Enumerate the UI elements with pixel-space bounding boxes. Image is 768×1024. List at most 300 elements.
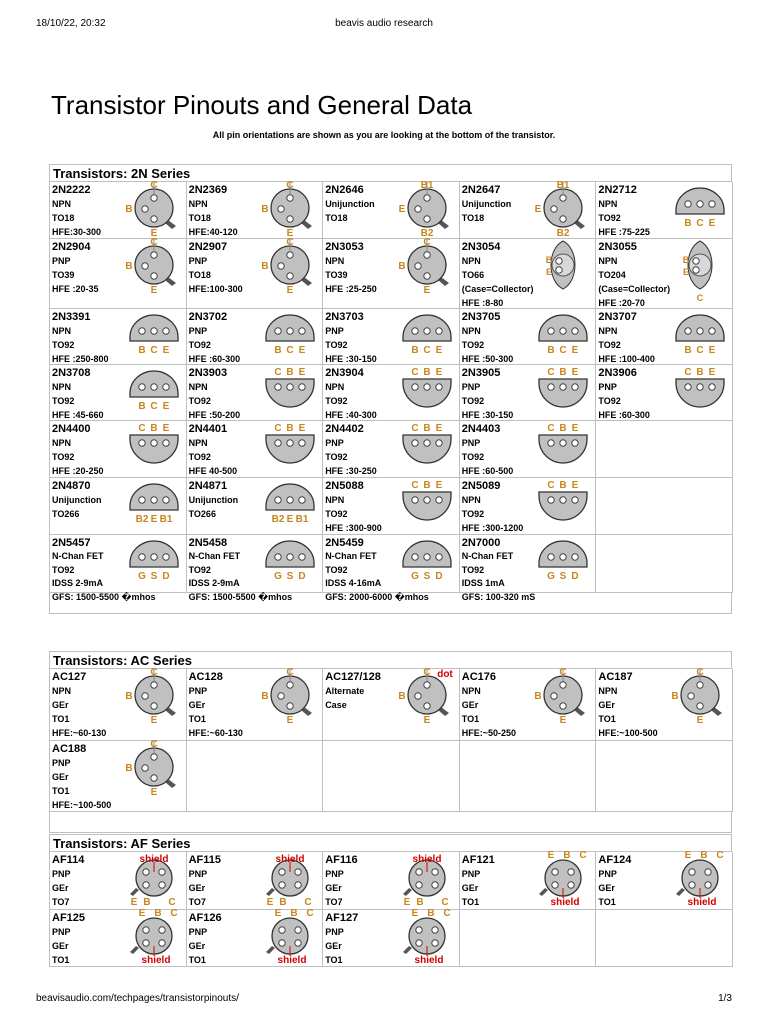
- pinout-diagram: [670, 363, 730, 425]
- pin-label-left: B: [534, 691, 542, 702]
- pin-label-right: B1: [295, 514, 309, 525]
- transistor-spec: PNP: [188, 686, 208, 696]
- transistor-spec: TO92: [461, 564, 485, 575]
- transistor-spec: IDSS 1mA: [461, 578, 505, 588]
- transistor-cell: [50, 309, 187, 365]
- transistor-spec: HFE :20-70: [598, 298, 645, 308]
- transistor-spec: HFE:~100-500: [598, 728, 658, 738]
- transistor-name: 2N2646: [325, 184, 364, 196]
- pin-label-e: E: [138, 908, 145, 919]
- transistor-cell: [187, 309, 324, 365]
- pinout-diagram: [533, 237, 593, 299]
- transistor-spec: TO92: [598, 213, 621, 223]
- transistor-spec: TO92: [325, 340, 348, 350]
- pin-label-bottom: E: [286, 228, 294, 239]
- transistor-spec: GEr: [188, 700, 206, 710]
- transistor-spec: TO92: [188, 340, 211, 350]
- transistor-spec: HFE 40-500: [188, 466, 238, 476]
- transistor-spec: TO92: [598, 396, 621, 406]
- pin-label-left: B: [124, 204, 133, 215]
- pin-label-collector: C: [696, 293, 704, 303]
- pinout-diagram: [397, 850, 457, 912]
- transistor-spec: N-Chan FET: [461, 551, 514, 561]
- transistor-cell: [50, 741, 187, 812]
- transistor-spec: NPN: [52, 199, 72, 209]
- pin-label-bottom: E: [696, 715, 704, 726]
- transistor-spec: TO7: [188, 897, 206, 907]
- transistor-spec: HFE :60-300: [598, 410, 650, 420]
- transistor-name: 2N3053: [325, 241, 364, 253]
- transistor-spec: PNP: [188, 256, 208, 266]
- transistor-spec: NPN: [461, 495, 481, 505]
- page-number: 1/3: [718, 993, 732, 1004]
- transistor-spec: TO18: [188, 270, 211, 280]
- pin-label-bottom: B2: [556, 228, 570, 239]
- transistor-spec: GFS: 1500-5500 �mhos: [52, 591, 156, 602]
- transistor-spec: PNP: [188, 326, 208, 336]
- transistor-spec: TO7: [325, 897, 343, 907]
- transistor-spec: TO92: [461, 396, 485, 406]
- pin-label-right: E: [435, 345, 443, 356]
- transistor-name: AC128: [188, 671, 223, 683]
- pin-label-right: E: [298, 345, 306, 356]
- transistor-spec: NPN: [461, 326, 481, 336]
- transistor-spec: HFE :50-200: [188, 410, 241, 420]
- pin-label-middle: B: [286, 367, 294, 378]
- transistor-name: 2N4871: [188, 480, 228, 492]
- pinout-diagram: [124, 908, 184, 970]
- transistor-spec: HFE:~50-250: [461, 728, 517, 738]
- pin-label-left: G: [547, 571, 556, 582]
- pin-label-left: C: [684, 367, 692, 378]
- transistor-cell: [50, 421, 187, 478]
- pinout-diagram: [124, 363, 184, 425]
- transistor-name: AF115: [188, 854, 222, 866]
- transistor-name: 2N7000: [461, 537, 501, 549]
- transistor-cell: [460, 669, 597, 741]
- pinout-diagram: [397, 363, 457, 425]
- transistor-spec: NPN: [188, 382, 208, 392]
- pin-label-e: E: [130, 897, 137, 908]
- pin-label-b: B: [279, 897, 287, 908]
- pin-label-c: C: [441, 897, 449, 908]
- transistor-cell: [323, 182, 460, 239]
- transistor-spec: TO92: [188, 452, 211, 462]
- transistor-cell: [323, 309, 460, 365]
- pin-label-c: C: [304, 897, 312, 908]
- pin-label-e: E: [684, 850, 692, 861]
- pin-label-left: C: [274, 367, 282, 378]
- transistor-spec: TO92: [461, 509, 485, 519]
- transistor-name: AF127: [325, 912, 359, 924]
- pin-label-e: E: [403, 897, 411, 908]
- transistor-cell: [323, 478, 460, 535]
- print-header: [36, 18, 732, 30]
- transistor-cell: [596, 182, 733, 239]
- pin-label-right: B1: [159, 514, 172, 525]
- transistor-spec: HFE :20-250: [52, 466, 104, 476]
- transistor-spec: HFE:30-300: [52, 227, 102, 237]
- transistor-spec: TO1: [598, 714, 616, 724]
- pin-label-left: C: [411, 480, 419, 491]
- transistor-spec: TO204: [598, 270, 626, 280]
- section-title: Transistors: 2N Series: [50, 165, 732, 182]
- pin-label-top: B1: [556, 180, 570, 191]
- transistor-cell: [460, 421, 597, 478]
- transistor-cell: [187, 365, 324, 421]
- pinout-diagram: [533, 307, 593, 369]
- pin-label-left: B: [137, 345, 146, 356]
- transistor-name: AC127: [52, 671, 87, 683]
- transistor-name: 2N3708: [52, 367, 91, 379]
- transistor-spec: GEr: [461, 700, 479, 710]
- transistor-spec: TO18: [325, 213, 348, 223]
- transistor-spec: HFE :50-300: [461, 354, 514, 364]
- transistor-spec: PNP: [52, 927, 71, 937]
- pin-label-middle: B: [149, 423, 158, 434]
- transistor-name: 2N5459: [325, 537, 364, 549]
- transistor-spec: IDSS 2-9mA: [52, 578, 104, 588]
- pin-label-bottom: E: [560, 715, 567, 726]
- transistor-spec: HFE :300-900: [325, 523, 382, 533]
- transistor-name: 2N3903: [188, 367, 228, 379]
- pin-label-e: E: [411, 908, 419, 919]
- transistor-spec: HFE :30-250: [325, 466, 377, 476]
- pinout-diagram: [397, 476, 457, 538]
- section-title: Transistors: AF Series: [50, 835, 732, 852]
- pin-label-top: C: [286, 237, 294, 248]
- transistor-cell: [323, 669, 460, 741]
- transistor-name: AC176: [461, 671, 497, 683]
- transistor-spec: Unijunction: [52, 495, 102, 505]
- section-title: Transistors: AC Series: [50, 652, 732, 669]
- transistor-spec: PNP: [52, 869, 71, 879]
- pin-label-middle: C: [696, 345, 704, 356]
- transistor-spec: NPN: [598, 686, 618, 696]
- pinout-diagram: [533, 476, 593, 538]
- pin-label-bottom: E: [150, 787, 157, 798]
- pin-label-middle: B: [559, 367, 567, 378]
- transistor-spec: NPN: [598, 326, 618, 336]
- pinout-diagram: [533, 419, 593, 481]
- transistor-cell: [460, 852, 597, 910]
- transistor-spec: TO92: [325, 396, 348, 406]
- transistor-cell: [187, 421, 324, 478]
- pinout-diagram: [260, 476, 320, 538]
- transistor-cell: [187, 478, 324, 535]
- pinout-diagram: [670, 307, 730, 369]
- pinout-diagram: [397, 533, 457, 595]
- transistor-cell: [187, 535, 324, 602]
- transistor-cell: [187, 910, 324, 967]
- pin-label-left: B: [684, 345, 692, 356]
- pinout-diagram: [124, 739, 184, 801]
- transistor-spec: PNP: [52, 758, 71, 768]
- transistor-cell: [50, 182, 187, 239]
- pinout-diagram: [670, 237, 730, 303]
- transistor-cell: [50, 365, 187, 421]
- transistor-spec: TO92: [461, 452, 485, 462]
- transistor-spec: IDSS 4-16mA: [325, 578, 382, 588]
- transistor-name: 2N4403: [461, 423, 501, 435]
- transistor-name: 2N2647: [461, 184, 501, 196]
- pinout-diagram: [670, 850, 730, 912]
- pinout-diagram: [397, 307, 457, 369]
- transistor-cell: [596, 239, 733, 309]
- transistor-spec: HFE :60-500: [461, 466, 514, 476]
- pinout-diagram: [670, 180, 730, 242]
- pin-label-base: B: [546, 255, 553, 265]
- pinout-diagram: [260, 533, 320, 595]
- pin-label-bottom: E: [423, 285, 431, 296]
- transistor-spec: TO39: [52, 270, 75, 280]
- transistor-spec: TO1: [52, 955, 70, 965]
- transistor-spec: HFE :30-150: [325, 354, 377, 364]
- pin-label-e: E: [274, 908, 282, 919]
- transistor-cell: [323, 910, 460, 967]
- page-title: Transistor Pinouts and General Data: [51, 90, 473, 120]
- pin-label-middle: C: [149, 345, 158, 356]
- pinout-diagram: [533, 180, 593, 242]
- pin-label-left: B: [547, 345, 555, 356]
- empty-cell: [323, 741, 460, 812]
- transistor-name: 2N4870: [52, 480, 91, 492]
- transistor-name: 2N3705: [461, 311, 501, 323]
- pin-label-b: B: [290, 908, 298, 919]
- pin-label-middle: E: [150, 514, 157, 525]
- transistor-name: 2N2222: [52, 184, 91, 196]
- pin-label-left: B: [411, 345, 419, 356]
- pin-label-top: C: [149, 739, 158, 750]
- transistor-cell: [596, 669, 733, 741]
- pin-label-left: B: [671, 691, 679, 702]
- transistor-name: AC127/128: [325, 671, 381, 683]
- transistor-spec: GEr: [188, 941, 206, 951]
- transistor-spec: TO92: [598, 340, 621, 350]
- pin-label-right: E: [162, 401, 169, 412]
- transistor-spec: (Case=Collector): [598, 284, 671, 294]
- empty-cell: [596, 421, 733, 478]
- pin-label-bottom: E: [150, 228, 157, 239]
- pin-label-top: C: [149, 180, 158, 191]
- transistor-spec: GEr: [461, 883, 479, 893]
- transistor-name: 2N3707: [598, 311, 637, 323]
- transistor-spec: GEr: [52, 941, 69, 951]
- transistor-spec: HFE :25-250: [325, 284, 377, 294]
- pin-label-left: B: [684, 218, 692, 229]
- transistor-spec: GEr: [52, 700, 69, 710]
- transistor-spec: PNP: [52, 256, 71, 266]
- pin-label-top: C: [149, 667, 158, 678]
- pin-label-left: C: [547, 423, 555, 434]
- pin-label-bottom: B2: [420, 228, 434, 239]
- transistor-cell: [460, 365, 597, 421]
- pinout-diagram: [533, 363, 593, 425]
- transistor-cell: [323, 852, 460, 910]
- transistor-spec: TO1: [461, 897, 480, 907]
- transistor-cell: [50, 852, 187, 910]
- transistor-spec: TO92: [188, 396, 211, 406]
- transistor-spec: TO92: [325, 564, 348, 575]
- transistor-spec: TO18: [52, 213, 75, 223]
- transistor-cell: [596, 309, 733, 365]
- transistor-name: 2N3906: [598, 367, 637, 379]
- empty-cell: [460, 910, 597, 967]
- transistor-spec: N-Chan FET: [52, 551, 104, 561]
- pin-label-left: C: [547, 367, 555, 378]
- pin-label-right: E: [572, 423, 579, 434]
- transistor-spec: TO18: [461, 213, 485, 223]
- transistor-spec: GEr: [325, 883, 342, 893]
- pin-label-middle: B: [286, 423, 294, 434]
- transistor-spec: TO7: [52, 897, 70, 907]
- transistor-name: AC188: [52, 743, 87, 755]
- pinout-diagram: [533, 533, 593, 595]
- pin-label-left: G: [410, 571, 419, 582]
- transistor-spec: PNP: [188, 927, 208, 937]
- transistor-spec: IDSS 2-9mA: [188, 578, 240, 588]
- pin-label-top: C: [559, 667, 567, 678]
- transistor-cell: [323, 365, 460, 421]
- pinout-diagram: [533, 850, 593, 912]
- transistor-cell: [50, 535, 187, 602]
- pin-label-middle: S: [150, 571, 157, 582]
- transistor-name: 2N5458: [188, 537, 228, 549]
- pinout-diagram: [124, 476, 184, 538]
- pin-label-right: E: [572, 345, 579, 356]
- pinout-diagram: [670, 667, 730, 729]
- empty-cell: [596, 741, 733, 812]
- pin-label-c: C: [306, 908, 314, 919]
- pin-label-middle: E: [286, 514, 294, 525]
- transistor-name: AF126: [188, 912, 222, 924]
- transistor-name: 2N2369: [188, 184, 228, 196]
- pin-label-middle: C: [696, 218, 704, 229]
- pin-label-c: C: [169, 908, 178, 919]
- transistor-cell: [50, 910, 187, 967]
- pin-label-middle: C: [559, 345, 567, 356]
- transistor-spec: TO39: [325, 270, 348, 280]
- transistor-spec: Alternate: [325, 686, 365, 696]
- pin-label-bottom: E: [423, 715, 431, 726]
- pin-label-middle: S: [286, 571, 294, 582]
- transistor-spec: TO1: [461, 714, 480, 724]
- pinout-diagram: [260, 237, 320, 299]
- transistor-spec: PNP: [598, 869, 617, 879]
- transistor-spec: PNP: [461, 438, 481, 448]
- transistor-cell: [323, 239, 460, 309]
- transistor-spec: NPN: [325, 382, 345, 392]
- pin-label-bottom: E: [150, 715, 157, 726]
- pin-label-left: B2: [271, 514, 285, 525]
- pin-label-top: C: [149, 237, 158, 248]
- page-url: beavisaudio.com/techpages/transistorpinouts/: [36, 993, 239, 1004]
- section-spacer: [50, 812, 732, 833]
- pin-label-middle: B: [423, 423, 431, 434]
- shield-label: shield: [412, 854, 442, 865]
- transistor-spec: GFS: 1500-5500 �mhos: [188, 591, 293, 602]
- transistor-cell: [50, 239, 187, 309]
- transistor-cell: [596, 365, 733, 421]
- shield-label: shield: [277, 955, 307, 966]
- transistor-name: 2N5088: [325, 480, 364, 492]
- transistor-spec: TO92: [325, 509, 348, 519]
- pinout-diagram: [124, 419, 184, 481]
- pin-label-emitter: E: [682, 267, 689, 277]
- pin-label-middle: S: [560, 571, 567, 582]
- transistor-spec: NPN: [598, 199, 618, 209]
- pin-label-c: C: [167, 897, 176, 908]
- transistor-name: AF116: [325, 854, 358, 866]
- transistor-name: 2N2904: [52, 241, 91, 253]
- pinout-diagram: [397, 237, 457, 299]
- pin-label-e: E: [266, 897, 274, 908]
- pinout-diagram: [260, 667, 320, 729]
- pin-label-right: D: [571, 571, 579, 582]
- transistor-spec: TO92: [461, 340, 485, 350]
- pin-label-e: E: [548, 850, 555, 861]
- transistor-spec: HFE :20-35: [52, 284, 99, 294]
- transistor-spec: PNP: [598, 382, 617, 392]
- transistor-spec: HFE :60-300: [188, 354, 241, 364]
- transistor-spec: NPN: [461, 256, 481, 266]
- transistor-spec: Case: [325, 700, 347, 710]
- transistor-spec: TO1: [598, 897, 616, 907]
- transistor-spec: TO92: [52, 340, 75, 350]
- pin-label-left: E: [398, 204, 406, 215]
- pin-label-right: E: [435, 480, 443, 491]
- pin-label-b: B: [142, 897, 151, 908]
- pin-label-emitter: E: [546, 267, 553, 277]
- pin-label-middle: B: [559, 423, 567, 434]
- section-2: [49, 834, 732, 967]
- dot-marker-label: dot: [437, 669, 453, 680]
- pinout-diagram: [124, 237, 184, 299]
- pin-label-middle: C: [149, 401, 158, 412]
- pin-label-left: G: [137, 571, 146, 582]
- transistor-name: AF125: [52, 912, 86, 924]
- transistor-spec: TO1: [52, 714, 70, 724]
- pin-label-middle: B: [559, 480, 567, 491]
- pin-label-top: C: [423, 667, 431, 678]
- pin-label-left: B2: [135, 514, 148, 525]
- transistor-cell: [187, 239, 324, 309]
- pinout-diagram: [397, 419, 457, 481]
- transistor-spec: HFE:~100-500: [52, 800, 112, 810]
- shield-label: shield: [550, 897, 580, 908]
- section-grid: [50, 669, 732, 812]
- transistor-spec: NPN: [598, 256, 618, 266]
- pinout-diagram: [533, 667, 593, 729]
- empty-cell: [596, 478, 733, 535]
- pin-label-left: E: [535, 204, 542, 215]
- pin-label-middle: C: [423, 345, 431, 356]
- transistor-spec: TO1: [188, 714, 206, 724]
- pin-label-right: E: [298, 423, 306, 434]
- print-datetime: 18/10/22, 20:32: [36, 18, 106, 29]
- transistor-cell: [460, 478, 597, 535]
- transistor-spec: Unijunction: [325, 199, 375, 209]
- transistor-spec: HFE :300-1200: [461, 523, 524, 533]
- pin-label-right: E: [708, 367, 716, 378]
- transistor-name: 2N3703: [325, 311, 364, 323]
- pinout-diagram: [260, 307, 320, 369]
- pin-label-b: B: [563, 850, 571, 861]
- transistor-spec: HFE :75-225: [598, 227, 650, 237]
- transistor-spec: GFS: 2000-6000 �mhos: [325, 591, 429, 602]
- transistor-name: AF121: [461, 854, 495, 866]
- transistor-spec: HFE :30-150: [461, 410, 514, 420]
